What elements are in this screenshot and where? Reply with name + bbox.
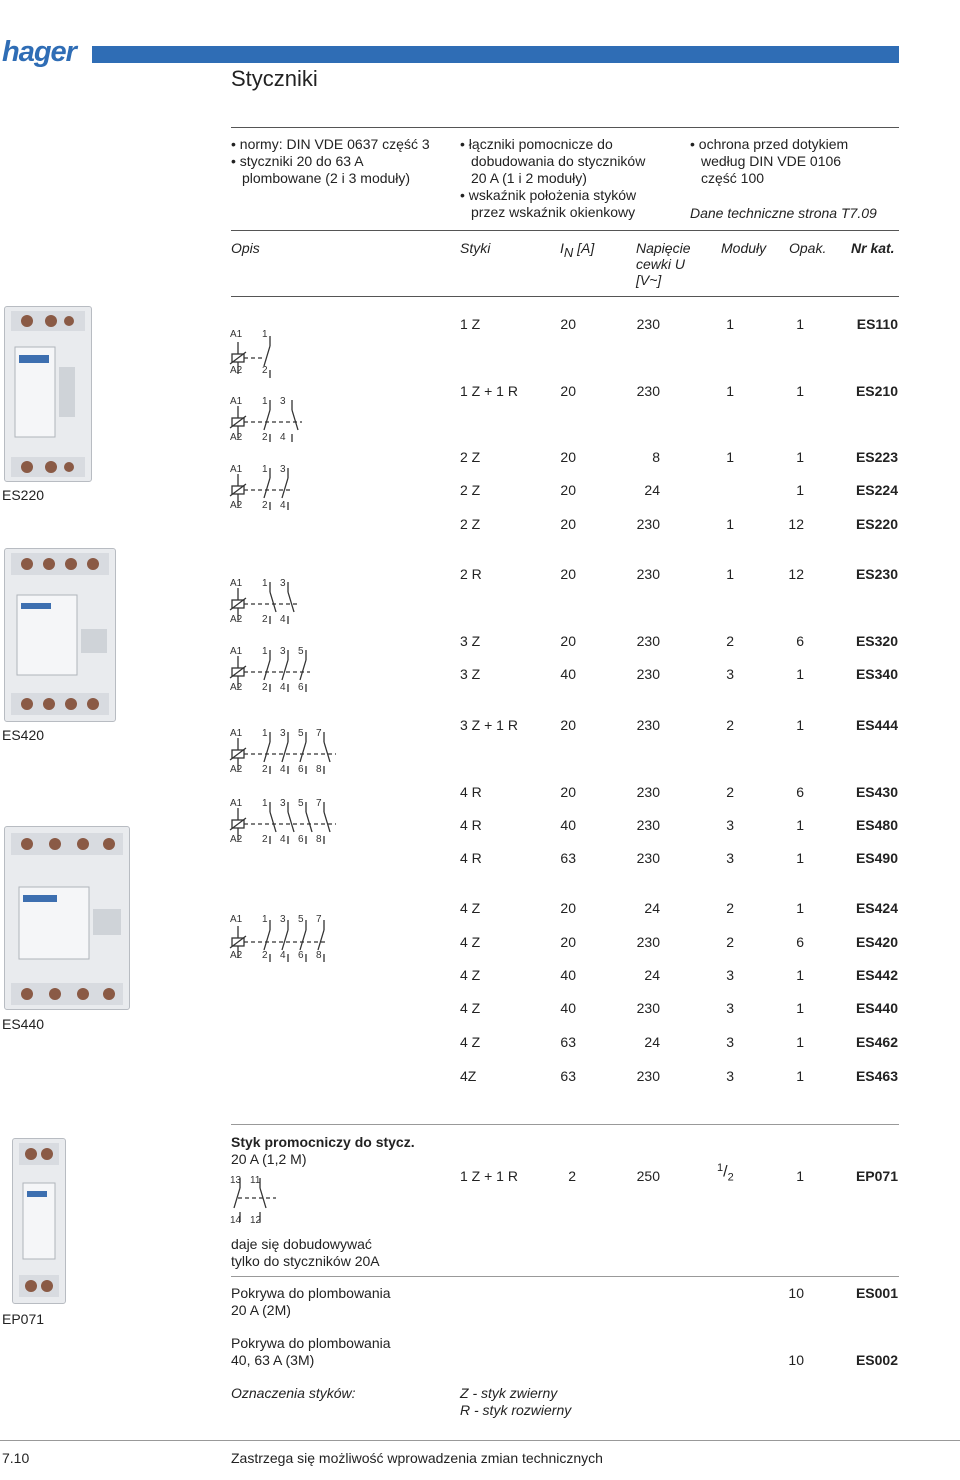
row-nrkat: ES463	[855, 1068, 898, 1084]
row-styki: 3 Z + 1 R	[460, 717, 518, 733]
row-in: 20	[560, 316, 576, 332]
row-opak: 6	[796, 934, 804, 950]
row-in: 20	[560, 516, 576, 532]
terminal-label: 7	[316, 728, 322, 739]
row-nrkat: ES440	[855, 1000, 898, 1016]
row-moduly: 2	[726, 784, 734, 800]
row-in: 20	[560, 717, 576, 733]
row-u: 230	[636, 666, 660, 682]
row-opak: 1	[796, 717, 804, 733]
product-image-es220	[4, 306, 92, 482]
terminal-label: 6	[298, 764, 304, 775]
contactor-3module-drawing	[5, 827, 129, 1009]
row-moduly: 1	[726, 449, 734, 465]
row-u: 24	[644, 967, 660, 983]
terminal-label: 8	[316, 950, 322, 961]
legend-label: Oznaczenia styków:	[231, 1385, 356, 1401]
divider-table	[231, 296, 899, 297]
aux-styki: 1 Z + 1 R	[460, 1168, 518, 1184]
row-moduly: 1	[726, 516, 734, 532]
row-opak: 1	[796, 383, 804, 399]
terminal-label: A2	[230, 682, 243, 693]
terminal-label: 2	[262, 365, 268, 376]
cover-2-nrkat: ES002	[855, 1352, 898, 1368]
col-moduly: Moduły	[721, 240, 767, 256]
col-in: $I_N$ [A]	[560, 240, 595, 260]
row-opak: 1	[796, 666, 804, 682]
row-in: 20	[560, 449, 576, 465]
terminal-label: 2	[262, 614, 268, 625]
footer-divider	[0, 1440, 960, 1441]
row-moduly: 1	[726, 316, 734, 332]
feature-text: według DIN VDE 0106	[701, 153, 842, 169]
terminal-label: 3	[280, 396, 286, 407]
row-styki: 4Z	[460, 1068, 477, 1084]
terminal-label: 4	[280, 432, 286, 443]
terminal-label: 1	[262, 396, 268, 407]
feature-text: • ochrona przed dotykiem	[690, 136, 849, 152]
row-u: 24	[644, 900, 660, 916]
row-nrkat: ES444	[855, 717, 898, 733]
terminal-label: 2	[262, 682, 268, 693]
row-styki: 4 R	[460, 850, 482, 866]
row-nrkat: ES420	[855, 934, 898, 950]
terminal-label: A2	[230, 614, 243, 625]
terminal-label: 6	[298, 682, 304, 693]
terminal-label: 5	[298, 798, 304, 809]
row-u: 230	[636, 633, 660, 649]
terminal-label: 4	[280, 500, 286, 511]
row-moduly: 2	[726, 900, 734, 916]
header-bar	[92, 46, 899, 63]
aux-in: 2	[568, 1168, 576, 1184]
row-u: 230	[636, 516, 660, 532]
terminal-label: 5	[298, 728, 304, 739]
terminal-label: 2	[262, 432, 268, 443]
terminal-label: A1	[230, 914, 243, 925]
terminal-label: A1	[230, 396, 243, 407]
row-styki: 2 Z	[460, 516, 481, 532]
row-nrkat: ES223	[855, 449, 898, 465]
row-nrkat: ES442	[855, 967, 898, 983]
row-opak: 1	[796, 967, 804, 983]
cover-1-label: Pokrywa do plombowania	[231, 1285, 391, 1301]
terminal-label: 8	[316, 834, 322, 845]
product-label-es220: ES220	[2, 487, 45, 503]
row-opak: 1	[796, 482, 804, 498]
product-label-ep071: EP071	[2, 1311, 45, 1327]
row-styki: 4 Z	[460, 900, 481, 916]
terminal-label: 1	[262, 329, 268, 340]
terminal-label: 1	[262, 646, 268, 657]
cover-1-opak: 10	[788, 1285, 804, 1301]
row-in: 40	[560, 967, 576, 983]
row-nrkat: ES480	[855, 817, 898, 833]
terminal-label: 4	[280, 614, 286, 625]
row-u: 230	[636, 566, 660, 582]
terminal-label: 8	[316, 764, 322, 775]
feature-text: • normy: DIN VDE 0637 część 3	[231, 136, 430, 152]
row-opak: 6	[796, 784, 804, 800]
terminal-label: A2	[230, 432, 243, 443]
contact-diagram-4z	[226, 912, 346, 972]
terminal-label: A1	[230, 728, 243, 739]
row-styki: 4 Z	[460, 934, 481, 950]
row-opak: 1	[796, 1068, 804, 1084]
row-moduly: 2	[726, 717, 734, 733]
row-u: 8	[652, 449, 660, 465]
row-nrkat: ES230	[855, 566, 898, 582]
row-styki: 4 Z	[460, 1000, 481, 1016]
aux-u: 250	[636, 1168, 660, 1184]
row-u: 230	[636, 850, 660, 866]
divider-header	[231, 230, 899, 231]
row-nrkat: ES320	[855, 633, 898, 649]
terminal-label: 1	[262, 798, 268, 809]
aux-subtitle: 20 A (1,2 M)	[231, 1151, 307, 1167]
product-label-es440: ES440	[2, 1016, 45, 1032]
row-nrkat: ES210	[855, 383, 898, 399]
feature-text: przez wskaźnik okienkowy	[471, 204, 636, 220]
terminal-label: 11	[250, 1175, 261, 1186]
row-u: 230	[636, 1000, 660, 1016]
terminal-label: A2	[230, 365, 243, 376]
terminal-label: 3	[280, 464, 286, 475]
row-u: 230	[636, 784, 660, 800]
product-image-ep071	[12, 1138, 66, 1304]
row-styki: 4 Z	[460, 967, 481, 983]
row-u: 230	[636, 717, 660, 733]
row-u: 230	[636, 817, 660, 833]
row-moduly: 3	[726, 850, 734, 866]
row-nrkat: ES430	[855, 784, 898, 800]
aux-opak: 1	[796, 1168, 804, 1184]
row-u: 24	[644, 482, 660, 498]
row-in: 40	[560, 1000, 576, 1016]
row-nrkat: ES340	[855, 666, 898, 682]
row-in: 20	[560, 566, 576, 582]
terminal-label: 2	[262, 500, 268, 511]
divider-aux	[231, 1124, 899, 1125]
cover-1-nrkat: ES001	[855, 1285, 898, 1301]
row-opak: 1	[796, 316, 804, 332]
terminal-label: 2	[262, 834, 268, 845]
col-opis: Opis	[231, 240, 260, 256]
terminal-label: 5	[298, 646, 304, 657]
row-in: 40	[560, 666, 576, 682]
row-opak: 1	[796, 817, 804, 833]
terminal-label: 4	[280, 764, 286, 775]
terminal-label: 1	[262, 464, 268, 475]
col-styki: Styki	[460, 240, 491, 256]
col-napiecie: Napięcie cewki U [V~]	[636, 240, 691, 288]
row-nrkat: ES224	[855, 482, 898, 498]
terminal-label: 1	[262, 728, 268, 739]
aux-title: Styk promocniczy do stycz.	[231, 1134, 415, 1150]
product-image-es420	[4, 548, 116, 722]
row-styki: 4 Z	[460, 1034, 481, 1050]
aux-note-1: daje się dobudowywać	[231, 1236, 372, 1252]
contactor-4module-drawing	[5, 549, 115, 721]
features-col2	[460, 136, 645, 221]
row-styki: 4 R	[460, 784, 482, 800]
terminal-label: 6	[298, 834, 304, 845]
tech-data-ref: Dane techniczne strona T7.09	[690, 205, 877, 221]
contactor-2module-drawing	[5, 307, 91, 481]
terminal-label: 7	[316, 914, 322, 925]
terminal-label: 6	[298, 950, 304, 961]
row-opak: 1	[796, 1000, 804, 1016]
product-label-es420: ES420	[2, 727, 45, 743]
footer-note: Zastrzega się możliwość wprowadzenia zmian technicznych	[231, 1450, 603, 1466]
row-in: 63	[560, 850, 576, 866]
terminal-label: A1	[230, 798, 243, 809]
row-moduly: 2	[726, 934, 734, 950]
row-opak: 1	[796, 850, 804, 866]
terminal-label: 1	[262, 578, 268, 589]
row-styki: 1 Z + 1 R	[460, 383, 518, 399]
terminal-label: 1	[262, 914, 268, 925]
row-moduly: 3	[726, 1068, 734, 1084]
terminal-label: 3	[280, 914, 286, 925]
terminal-label: A2	[230, 500, 243, 511]
row-opak: 12	[788, 516, 804, 532]
terminal-label: A2	[230, 834, 243, 845]
row-in: 20	[560, 784, 576, 800]
terminal-label: A1	[230, 464, 243, 475]
row-in: 63	[560, 1068, 576, 1084]
legend-r: R - styk rozwierny	[460, 1402, 572, 1418]
divider-covers	[231, 1276, 899, 1277]
row-nrkat: ES490	[855, 850, 898, 866]
feature-text: • wskaźnik położenia styków	[460, 187, 637, 203]
row-moduly: 3	[726, 967, 734, 983]
aux-contact-drawing	[13, 1139, 65, 1303]
row-u: 230	[636, 934, 660, 950]
contact-diagrams	[226, 320, 346, 860]
features-col1	[231, 136, 430, 187]
aux-moduly: $^1/_2$	[717, 1162, 734, 1184]
row-opak: 1	[796, 449, 804, 465]
row-styki: 1 Z	[460, 316, 481, 332]
terminal-label: 7	[316, 798, 322, 809]
terminal-label: A1	[230, 646, 243, 657]
legend-z: Z - styk zwierny	[460, 1385, 558, 1401]
row-in: 63	[560, 1034, 576, 1050]
row-u: 230	[636, 383, 660, 399]
row-moduly: 1	[726, 566, 734, 582]
row-styki: 2 Z	[460, 449, 481, 465]
cover-2-opak: 10	[788, 1352, 804, 1368]
row-in: 20	[560, 482, 576, 498]
feature-text: dobudowania do styczników	[471, 153, 646, 169]
aux-nrkat: EP071	[855, 1168, 898, 1184]
product-image-es440	[4, 826, 130, 1010]
row-nrkat: ES462	[855, 1034, 898, 1050]
terminal-label: A2	[230, 764, 243, 775]
terminal-label: 12	[250, 1215, 262, 1226]
terminal-label: 3	[280, 578, 286, 589]
terminal-label: 3	[280, 728, 286, 739]
terminal-label: 2	[262, 764, 268, 775]
col-nrkat: Nr kat.	[851, 240, 895, 256]
row-moduly: 3	[726, 817, 734, 833]
row-moduly: 3	[726, 666, 734, 682]
row-moduly: 3	[726, 1034, 734, 1050]
feature-text: • styczniki 20 do 63 A	[231, 153, 364, 169]
row-moduly: 1	[726, 383, 734, 399]
row-moduly: 3	[726, 1000, 734, 1016]
row-u: 230	[636, 316, 660, 332]
cover-2-size: 40, 63 A (3M)	[231, 1352, 315, 1368]
aux-note-2: tylko do styczników 20A	[231, 1253, 380, 1269]
row-in: 20	[560, 633, 576, 649]
terminal-label: 3	[280, 798, 286, 809]
page-number: 7.10	[2, 1450, 30, 1466]
feature-text: plombowane (2 i 3 moduły)	[242, 170, 411, 186]
terminal-label: 2	[262, 950, 268, 961]
row-styki: 2 Z	[460, 482, 481, 498]
row-opak: 1	[796, 900, 804, 916]
terminal-label: A1	[230, 578, 243, 589]
terminal-label: 5	[298, 914, 304, 925]
row-styki: 4 R	[460, 817, 482, 833]
row-u: 24	[644, 1034, 660, 1050]
page-title: Styczniki	[231, 66, 318, 91]
terminal-label: 4	[280, 950, 286, 961]
row-opak: 6	[796, 633, 804, 649]
terminal-label: 13	[230, 1175, 242, 1186]
feature-text: część 100	[701, 170, 765, 186]
feature-text: • łączniki pomocnicze do	[460, 136, 613, 152]
row-styki: 3 Z	[460, 633, 481, 649]
row-opak: 12	[788, 566, 804, 582]
terminal-label: 3	[280, 646, 286, 657]
terminal-label: 4	[280, 834, 286, 845]
terminal-label: 4	[280, 682, 286, 693]
cover-1-size: 20 A (2M)	[231, 1302, 291, 1318]
hager-logo: hager	[2, 36, 76, 68]
terminal-label: A1	[230, 329, 243, 340]
row-opak: 1	[796, 1034, 804, 1050]
cover-2-label: Pokrywa do plombowania	[231, 1335, 391, 1351]
row-nrkat: ES110	[856, 316, 898, 332]
row-u: 230	[636, 1068, 660, 1084]
divider-top	[231, 127, 899, 128]
row-styki: 3 Z	[460, 666, 481, 682]
row-nrkat: ES220	[855, 516, 898, 532]
terminal-label: 14	[230, 1215, 242, 1226]
feature-text: 20 A (1 i 2 moduły)	[471, 170, 587, 186]
col-opak: Opak.	[789, 240, 827, 256]
row-in: 20	[560, 900, 576, 916]
row-in: 20	[560, 383, 576, 399]
terminal-label: A2	[230, 950, 243, 961]
row-moduly: 2	[726, 633, 734, 649]
row-in: 40	[560, 817, 576, 833]
features-col3	[690, 136, 848, 187]
row-in: 20	[560, 934, 576, 950]
row-styki: 2 R	[460, 566, 482, 582]
row-nrkat: ES424	[855, 900, 898, 916]
